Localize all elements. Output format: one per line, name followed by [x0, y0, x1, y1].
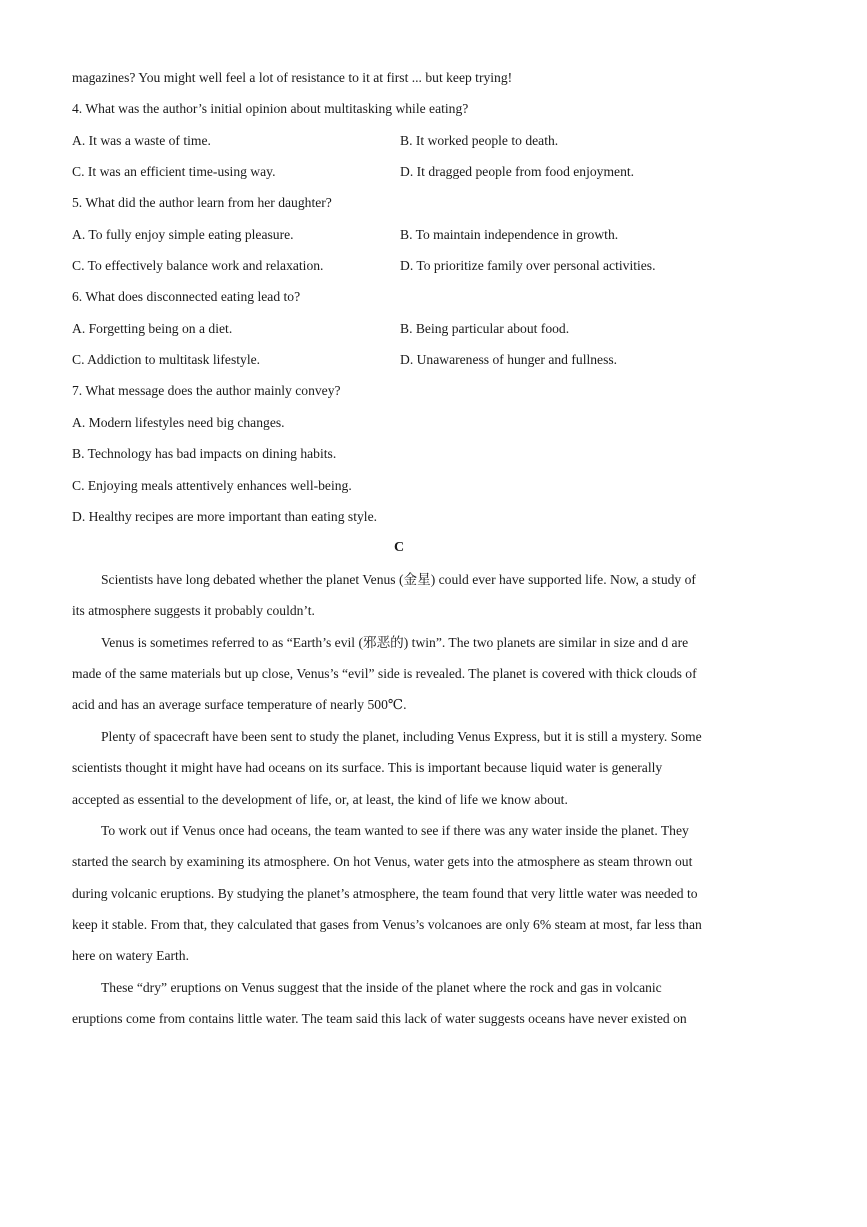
question-7-option-d: D. Healthy recipes are more important than eating style. — [72, 509, 377, 524]
passage-line: acid and has an average surface temperature of nearly 500℃. — [72, 697, 407, 712]
question-6-option-a: A. Forgetting being on a diet. — [72, 321, 233, 336]
passage-line: accepted as essential to the development of life, or, at least, the kind of life we know about. — [72, 792, 568, 807]
question-5-option-d: D. To prioritize family over personal activities. — [400, 258, 656, 273]
passage-b-tail: magazines? You might well feel a lot of resistance to it at first ... but keep trying! — [72, 70, 513, 85]
section-c-heading: C — [393, 540, 405, 555]
question-4-option-b: B. It worked people to death. — [400, 133, 559, 148]
question-6-option-b: B. Being particular about food. — [400, 321, 570, 336]
question-5-option-a: A. To fully enjoy simple eating pleasure. — [72, 227, 294, 242]
question-6-option-d: D. Unawareness of hunger and fullness. — [400, 352, 618, 367]
passage-line: during volcanic eruptions. By studying the planet’s atmosphere, the team found that very little water was needed to — [72, 886, 698, 901]
passage-line: here on watery Earth. — [72, 948, 190, 963]
passage-line: To work out if Venus once had oceans, the team wanted to see if there was any water inside the planet. They — [101, 823, 689, 838]
question-6-option-c: C. Addiction to multitask lifestyle. — [72, 352, 261, 367]
question-4-stem: 4. What was the author’s initial opinion about multitasking while eating? — [72, 101, 469, 116]
passage-line: started the search by examining its atmosphere. On hot Venus, water gets into the atmosphere as steam thrown out — [72, 854, 693, 869]
question-6-stem: 6. What does disconnected eating lead to? — [72, 289, 301, 304]
question-7-option-b: B. Technology has bad impacts on dining habits. — [72, 446, 337, 461]
question-7-stem: 7. What message does the author mainly convey? — [72, 383, 341, 398]
passage-line: eruptions come from contains little water. The team said this lack of water suggests oceans have never existed on — [72, 1011, 687, 1026]
question-4-option-a: A. It was a waste of time. — [72, 133, 211, 148]
passage-line: scientists thought it might have had oceans on its surface. This is important because liquid water is generally — [72, 760, 663, 775]
passage-line: Venus is sometimes referred to as “Earth’s evil (邪恶的) twin”. The two planets are similar in size and d are — [101, 635, 689, 650]
question-7-option-c: C. Enjoying meals attentively enhances well-being. — [72, 478, 352, 493]
question-5-stem: 5. What did the author learn from her daughter? — [72, 195, 332, 210]
question-5-option-b: B. To maintain independence in growth. — [400, 227, 619, 242]
passage-line: These “dry” eruptions on Venus suggest that the inside of the planet where the rock and gas in volcanic — [101, 980, 662, 995]
question-4-option-d: D. It dragged people from food enjoyment. — [400, 164, 635, 179]
passage-line: keep it stable. From that, they calculated that gases from Venus’s volcanoes are only 6% steam at most, far less than — [72, 917, 702, 932]
passage-line: Scientists have long debated whether the planet Venus (金星) could ever have supported life. Now, a study of — [101, 572, 696, 587]
question-5-option-c: C. To effectively balance work and relaxation. — [72, 258, 324, 273]
passage-line: its atmosphere suggests it probably couldn’t. — [72, 603, 315, 618]
question-7-option-a: A. Modern lifestyles need big changes. — [72, 415, 285, 430]
passage-line: Plenty of spacecraft have been sent to study the planet, including Venus Express, but it is still a mystery. Some — [101, 729, 702, 744]
question-4-option-c: C. It was an efficient time-using way. — [72, 164, 276, 179]
passage-line: made of the same materials but up close, Venus’s “evil” side is revealed. The planet is covered with thick clouds of — [72, 666, 697, 681]
